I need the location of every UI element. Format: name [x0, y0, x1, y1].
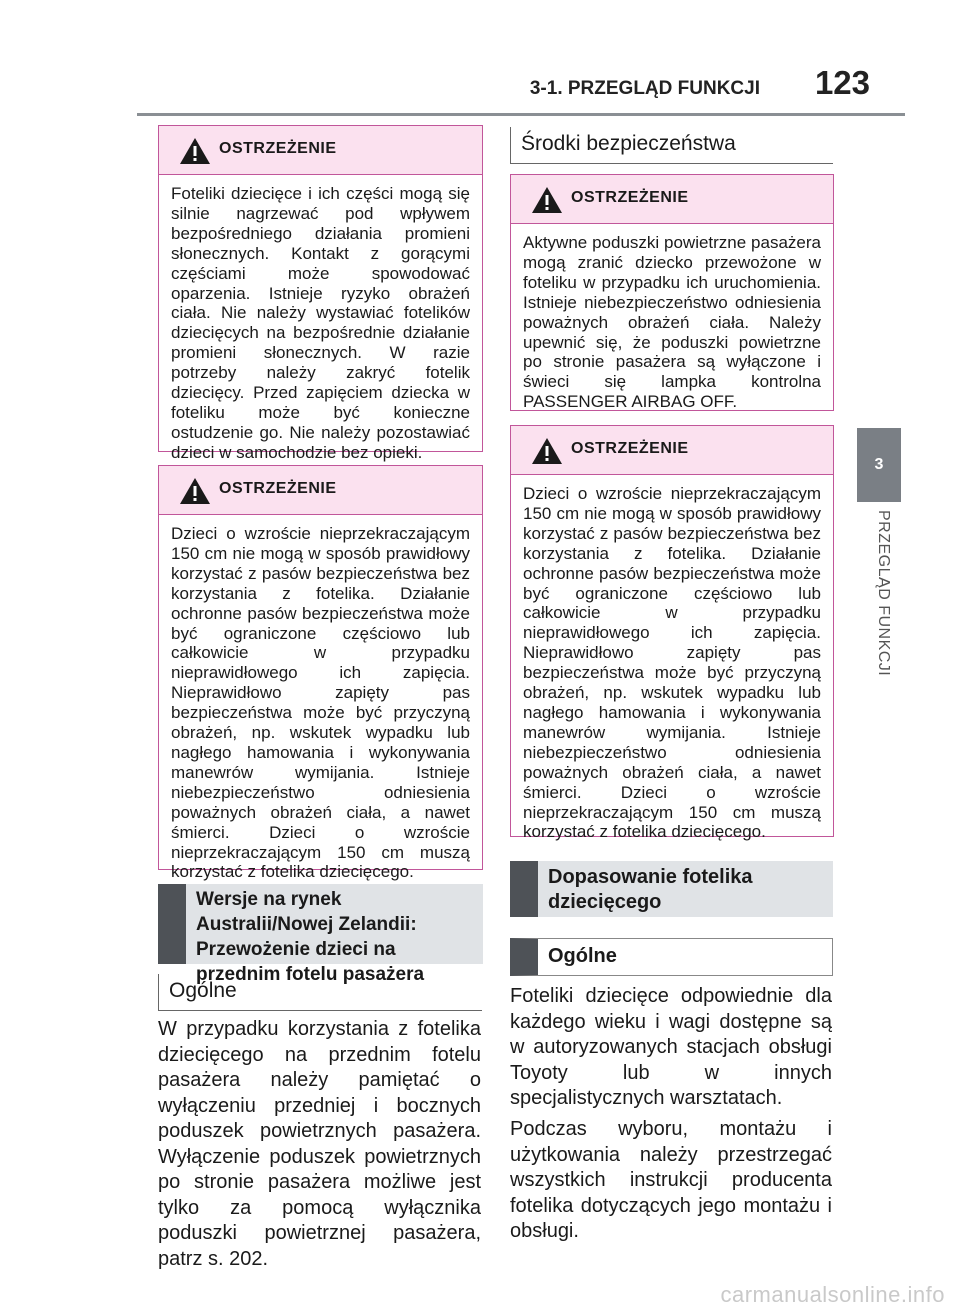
- warning-box-seatbelt-right: [510, 425, 834, 842]
- warning-triangle-icon: [179, 477, 211, 505]
- warning-text: Aktywne poduszki powietrzne pasażera mogą zranić dziecko przewożone w foteliku w przypadku ich uruchomienia. Istnieje niebezpieczeństwo odniesienia poważnych obrażeń ciała. Należy upewnić się, że poduszki powietrzne po stronie pasażera są wyłączone i świeci się lampka kontrolna PASSENGER AIRBAG OFF.: [523, 233, 821, 412]
- warning-box-airbag: [510, 174, 834, 411]
- header-rule: [137, 113, 905, 116]
- section-heading-australia: [158, 884, 483, 985]
- warning-box-seatbelt: [158, 465, 483, 882]
- watermark: carmanualsonline.info: [720, 1282, 945, 1307]
- warning-title: OSTRZEŻENIE: [571, 189, 689, 206]
- warning-title: OSTRZEŻENIE: [219, 140, 337, 157]
- subheading-text: Środki bezpieczeństwa: [521, 132, 736, 155]
- warning-text: Foteliki dziecięce i ich części mogą się silnie nagrzewać pod wpływem bezpośredniego działania promieni słonecznych. Kontakt z gorącymi częściami może spowodować oparzenia. Istnieje ryzyko obrażeń ciała. Nie należy wystawiać fotelików dziecięcych na bezpośrednie działanie promieni słonecznych. W razie potrzeby należy zakryć fotelik dziecięcy. Przed zapięciem dziecka w foteliku może być konieczne ostudzenie go. Nie należy pozostawiać dzieci w samochodzie bez opieki.: [171, 184, 470, 462]
- warning-text: Dzieci o wzroście nieprzekraczającym 150 cm nie mogą w sposób prawidłowy korzystać z pasów bezpieczeństwa bez korzystania z fotelika. Działanie ochronne pasów bezpieczeństwa może być ograniczone częściowo lub całkowicie w przypadku nieprawidłowego ich zapięcia. Nieprawidłowo zapięty pas bezpieczeństwa może być przyczyną obrażeń, np. wskutek wypadku lub nagłego hamowania i wykonywania manewrów wymijania. Istnieje niebezpieczeństwo odniesienia poważnych obrażeń ciała, a nawet śmierci. Dzieci o wzroście nieprzekraczającym 150 cm muszą korzystać z fotelika dziecięcego.: [171, 524, 470, 882]
- warning-header: [511, 426, 833, 475]
- warning-triangle-icon: [531, 437, 563, 465]
- section-heading-fitting: [510, 861, 833, 917]
- subheading-text: Ogólne: [169, 979, 237, 1002]
- warning-title: OSTRZEŻENIE: [571, 440, 689, 457]
- warning-triangle-icon: [179, 137, 211, 165]
- chapter-tab-label: PRZEGLĄD FUNKCJI: [875, 510, 892, 677]
- paragraph-front-seat: W przypadku korzystania z fotelika dziecięcego na przednim fotelu pasażera należy pamiętać o wyłączeniu przedniej i bocznych poduszek powietrznych pasażera. Wyłączenie poduszek powietrznych po stronie pasażera możliwe jest tylko za pomocą wyłącznika poduszki powietrznej pasażera, patrz s. 202.: [158, 1018, 481, 1270]
- section-heading-text: Dopasowanie fotelika dziecięcego: [548, 866, 753, 913]
- paragraph-availability: Foteliki dziecięce odpowiednie dla każdego wieku i wagi dostępne są w autoryzowanych stacjach obsługi Toyoty lub w innych specjalistycznych warsztatach.: [510, 985, 832, 1109]
- box-heading-general: [510, 938, 833, 976]
- warning-title: OSTRZEŻENIE: [219, 480, 337, 497]
- section-heading-text: Wersje na rynek Australii/Nowej Zelandii: Przewożenie dzieci na przednim fotelu pasażera: [196, 889, 425, 985]
- warning-header: [159, 466, 482, 515]
- chapter-tab: 3: [857, 428, 901, 502]
- warning-header: [511, 175, 833, 224]
- subheading-general: [158, 974, 482, 1011]
- section-title: 3-1. PRZEGLĄD FUNKCJI: [529, 78, 760, 99]
- page-number: 123: [814, 64, 870, 101]
- subheading-safety-measures: [510, 127, 833, 164]
- box-heading-text: Ogólne: [548, 945, 617, 967]
- warning-box-sun-heat: [158, 125, 483, 462]
- paragraph-instructions: Podczas wyboru, montażu i użytkowania należy przestrzegać wszystkich instrukcji producenta fotelika dotyczących jego montażu i obsługi.: [510, 1118, 832, 1242]
- warning-triangle-icon: [531, 186, 563, 214]
- warning-header: [159, 126, 482, 175]
- warning-text: Dzieci o wzroście nieprzekraczającym 150 cm nie mogą w sposób prawidłowy korzystać z pasów bezpieczeństwa bez korzystania z fotelika. Działanie ochronne pasów bezpieczeństwa może być ograniczone częściowo lub całkowicie w przypadku nieprawidłowego ich zapięcia. Nieprawidłowo zapięty pas bezpieczeństwa może być przyczyną obrażeń, np. wskutek wypadku lub nagłego hamowania i wykonywania manewrów wymijania. Istnieje niebezpieczeństwo odniesienia poważnych obrażeń ciała, a nawet śmierci. Dzieci o wzroście nieprzekraczającym 150 cm muszą korzystać z fotelika dziecięcego.: [523, 484, 821, 842]
